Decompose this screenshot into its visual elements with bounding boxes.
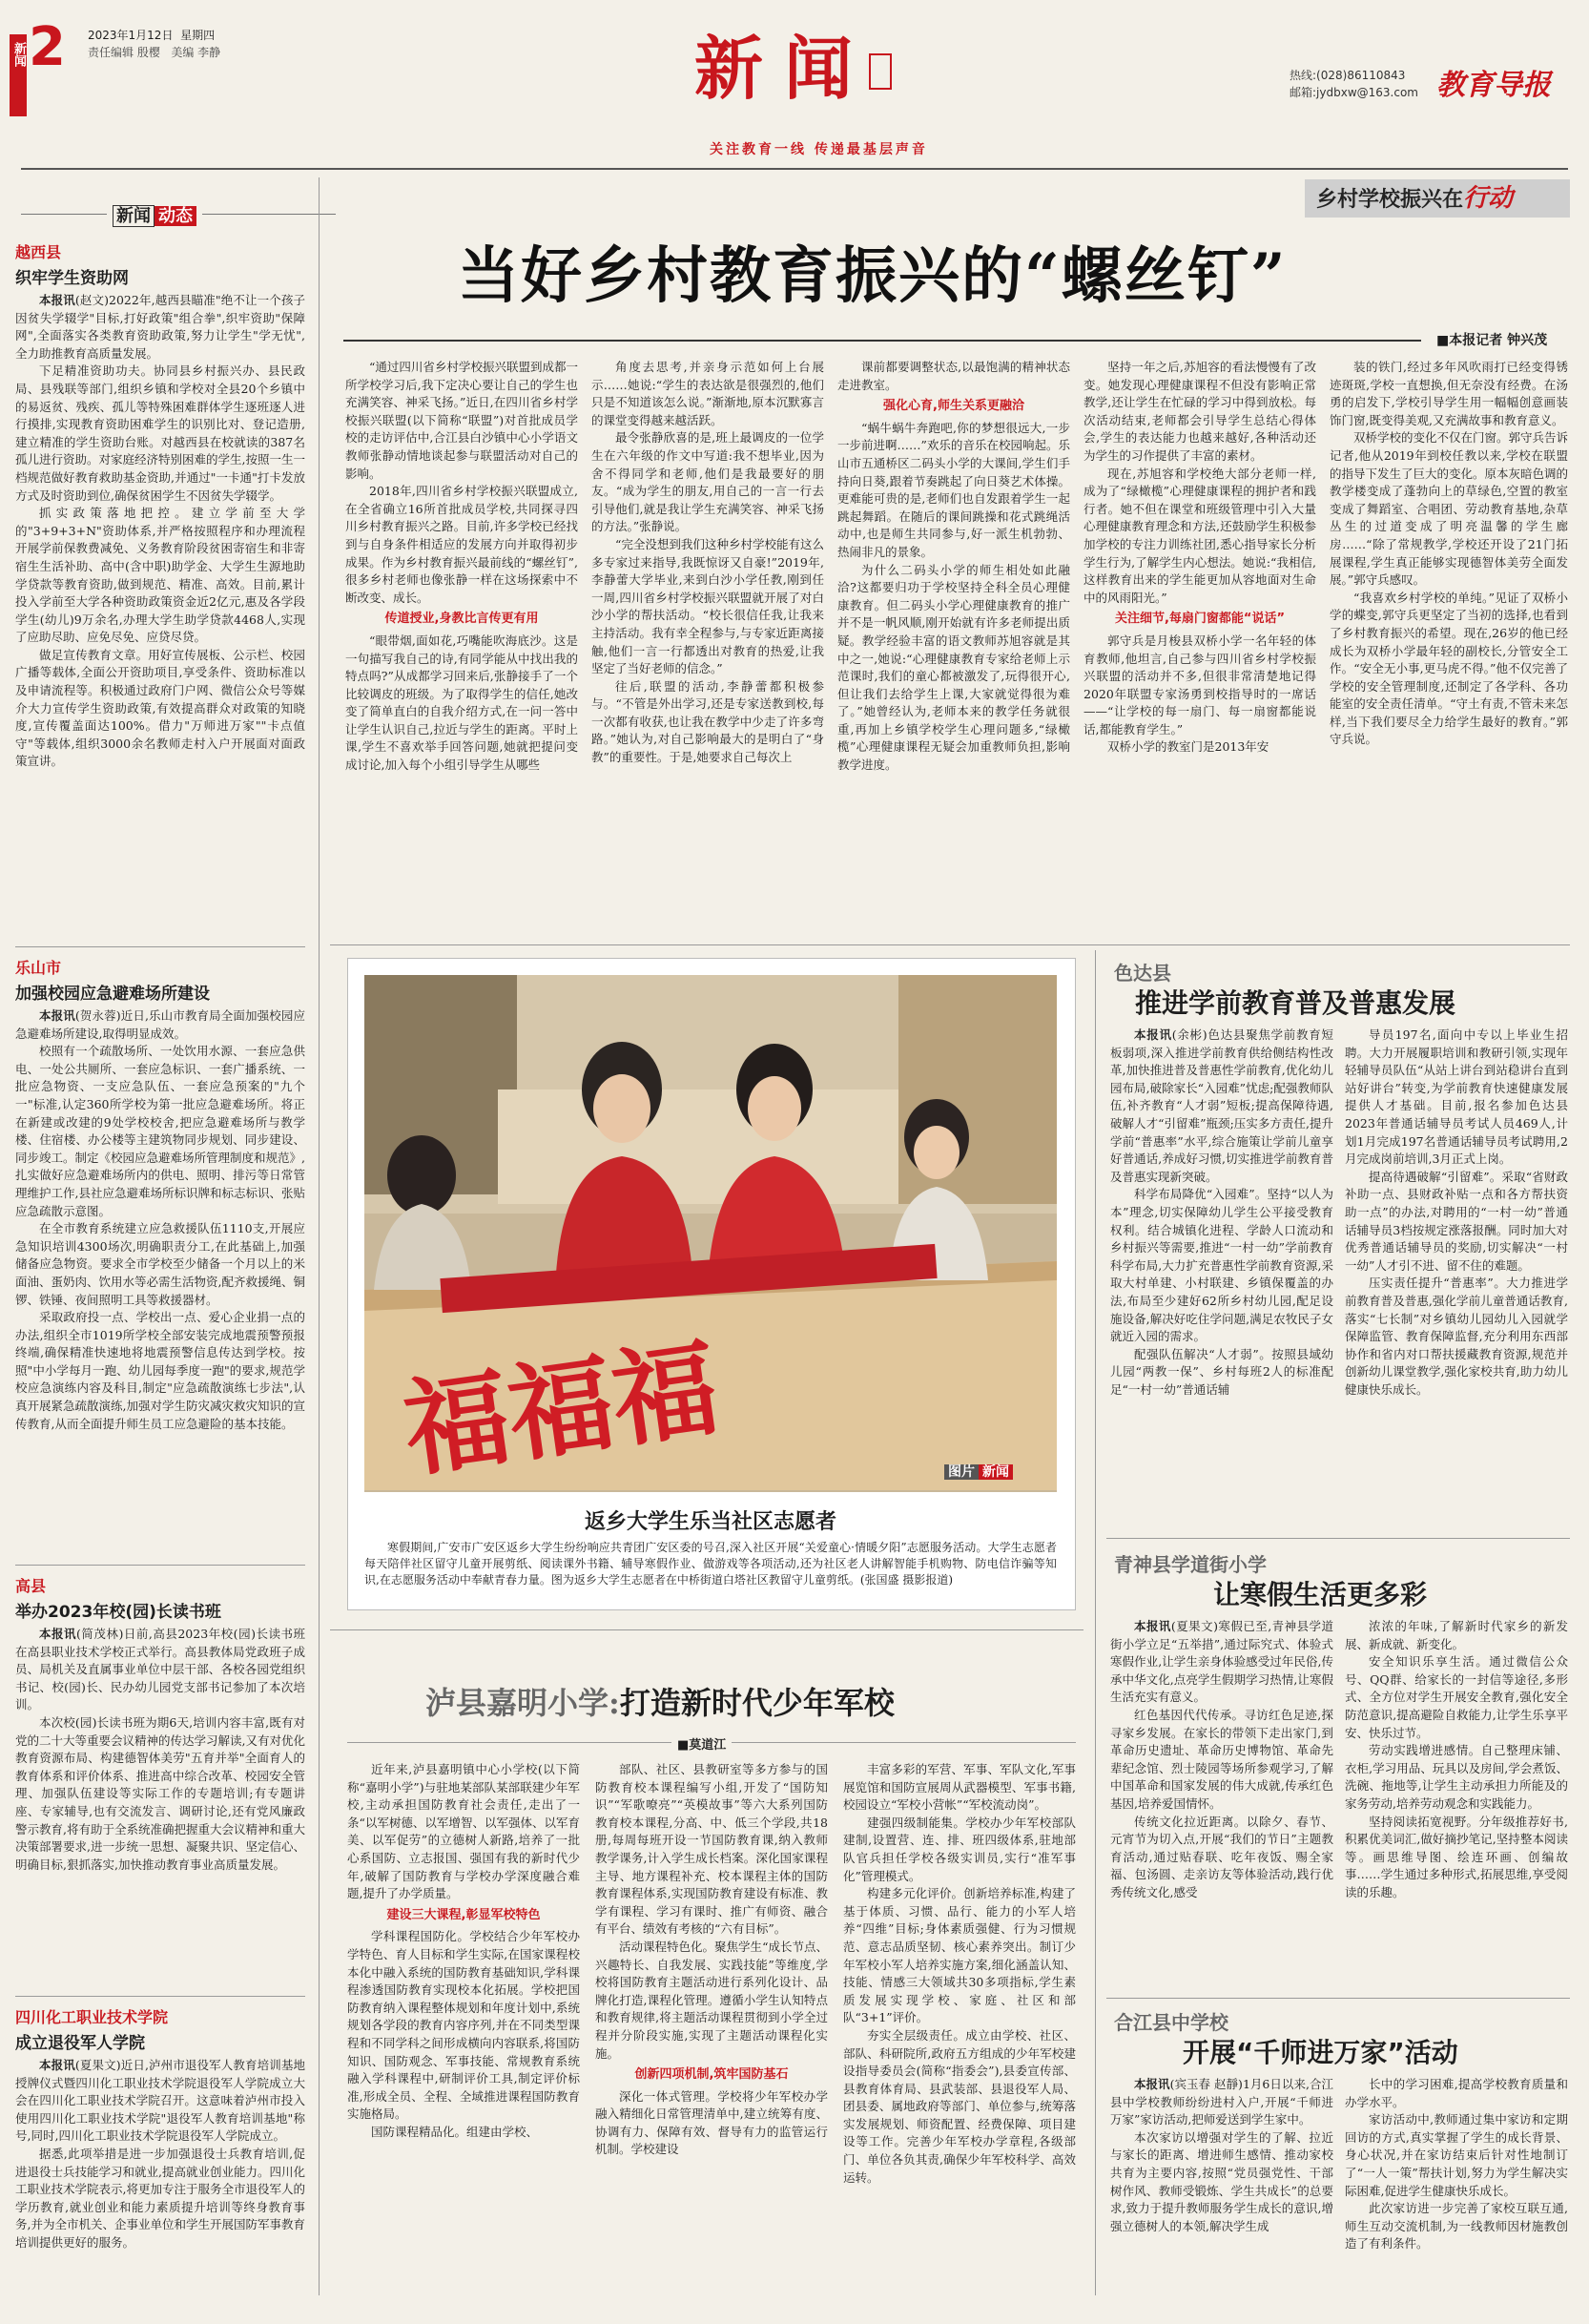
section-title: 新闻 [694,28,875,109]
side-tab-label: 新闻 [11,42,26,67]
lead-mark: 本报讯 [39,2058,75,2072]
paragraph: 寒假已至,青神县学道街小学立足“五举措”,通过际究式、体验式寒假作业,让学生亲身体验感受过年民俗,传承中华文化,点亮学生假期学习热情,让寒假生活充实有意义。 [1110,1619,1333,1705]
jiaming-title-rest: 打造新时代少年军校 [619,1685,895,1721]
left-story-3 [15,2005,305,2324]
paragraph: 采取政府投一点、学校出一点、爱心企业捐一点的办法,组织全市1019所学校全部安装完成地震预警预报终端,确保精准快速地将地震预警信息传达到学校。按照"中小学每月一跑、幼儿园每季度一跑"的要求,规范学校应急演练内容及科目,制定"应急疏散演练七步法",认真开展紧急疏散演练,加强对学生防灾减灾救灾知识的宣传教育,从而全面提升师生员工应急避险的基本技能。 [15,1310,305,1431]
paragraph: 装的铁门,经过多年风吹雨打已经变得锈迹斑斑,学校一直想换,但无奈没有经费。在汤勇的启发下,学校引导学生用一幅幅创意画装饰门窗,既变得美观,又充满故事和教育意义。 [1330,360,1568,427]
story-place: 乐山市 [15,959,62,977]
paragraph: 课前都要调整状态,以最饱满的精神状态走进教室。 [837,360,1070,392]
weekday-text: 星期四 [180,29,216,42]
paragraph: “通过四川省乡村学校振兴联盟到成都一所学校学习后,我下定决心要让自己的学生也充满笑容、神采飞扬。”近日,在四川省乡村学校振兴联盟(以下简称“联盟”)对首批成员学校的走访评估中,合江县白沙镇中心小学语文教师张静动情地谈起参与联盟活动对自己的影响。 [345,360,578,481]
paragraph: 本次家访以增强对学生的了解、拉近与家长的距离、增进师生感情、推动家校共育为主要内容,按照“党员强党性、干部树作风、教师受锻炼、学生共成长”的总要求,致力于提升教师服务学生成长的意识,增强立德树人的本领,解决学生成 [1110,2129,1333,2233]
banner [1305,179,1570,218]
paragraph: 2018年,四川省乡村学校振兴联盟成立,在全省确立16所首批成员学校,共同探寻四川乡村教育振兴之路。目前,许多学校已经找到与自身条件相适应的发展方向并取得初步成果。作为乡村教育振兴最前线的“螺丝钉”,很多乡村老师也像张静一样在这场探索中不断改变、成长。 [345,484,578,605]
phone-label: 热线: [1290,69,1317,82]
lead-mark: 本报讯 [39,1627,77,1641]
jiaming-title [425,1679,895,1723]
paragraph: 红色基因代代传承。寻访红色足迹,探寻家乡发展。在家长的带领下走出家门,到革命历史遗址、革命历史博物馆、革命先辈纪念馆、烈士陵园等场所参观学习,了解中国革命和国家发展的伟大成就,传承红色基因,培养爱国情怀。 [1110,1707,1333,1811]
byline: (赵文) [74,293,110,307]
paragraph: 日前,高县2023年校(园)长读书班在高县职业技术学校正式举行。高县教体局党政班子成员、局机关及直属事业单位中层干部、各校各园党组织书记、校(园)长、民办幼儿园党支部书记参加了本次培训。 [15,1627,305,1712]
paragraph: 抓实政策落地把控。建立学前至大学的"3+9+3+N"资助体系,并严格按照程序和办理流程开展学前保教费减免、义务教育阶段贫困寄宿生和非寄宿生生活补助、高中(含中职)助学金、大学生生源地助学贷款等教育资助,做到规范、精准、高效。目前,累计投入学前至大学各种资助政策资金近2亿元,惠及各学段学生(幼儿)9万余名,办理大学生助学贷款4468人,实现了应助尽助、应免尽免、应贷尽贷。 [15,506,305,645]
divider [15,1565,305,1566]
photo-caption-text: 寒假期间,广安市广安区返乡大学生纷纷响应共青团广安区委的号召,深入社区开展“关爱童心·情暖夕阳”志愿服务活动。大学生志愿者每天陪伴社区留守儿童开展剪纸、阅读课外书籍、辅导寒假作业、做游戏等各项活动,还为社区老人讲解智能手机购物、防电信诈骗等知识,在志愿服务活动中奉献青春力量。图为返乡大学生志愿者在中桥街道白塔社区教留守儿童剪纸。 [364,1541,1057,1587]
paragraph: 角度去思考,并亲身示范如何上台展示……她说:“学生的表达欲是很强烈的,他们只是不知道该怎么说。”渐渐地,原本沉默寡言的课堂变得越来越活跃。 [591,360,824,427]
paragraph: 长中的学习困难,提高学校教育质量和办学水平。 [1345,2077,1568,2109]
contact-info [1290,67,1418,101]
left-column-divider [319,177,320,2295]
lead-mark: 本报讯 [39,1008,75,1023]
story-place: 高县 [15,1577,47,1595]
divider [330,1629,1083,1630]
byline: (余彬) [1171,1027,1207,1042]
paragraph: 往后,联盟的活动,李静蕾都积极参与。“不管是外出学习,还是专家送教到校,每一次都有收获,也让我在教学中少走了许多弯路。”她认为,对自己影响最大的是明白了“身教”的重要性。于是,她要求自己每次上 [591,678,824,765]
seda-col-2 [1345,1027,1568,1532]
designer-name: 李静 [197,46,221,59]
paragraph: 建强四级制能集。学校办少年军校部队建制,设置营、连、排、班四级体系,驻地部队官兵担任学校各级实训员,实行“准军事化”管理模式。 [843,1815,1076,1883]
hejiang-col-2 [1345,2076,1568,2301]
paragraph: 此次家访进一步完善了家校互联互通,师生互动交流机制,为一线教师因材施教创造了有利条件。 [1345,2201,1568,2251]
photo-credit: (张国盛 摄影报道) [859,1573,954,1587]
paragraph: “眼带烟,面如花,巧嘴能吹海底沙。这是一句描写我自己的诗,有同学能从中找出我的特点吗?”从成都学习回来后,张静接手了一个比较调皮的班级。为了取得学生的信任,她改变了简单直白的自我介绍方式,在一问一答中让学生认识自己,拉近与学生的距离。平时上课,学生不喜欢举手回答问题,她就把提问变成讨论,加入每个小组引导学生从哪些 [345,633,578,773]
paragraph: 深化一体式管理。学校将少年军校办学融入精细化日常管理清单中,建立统筹有度、协调有力、保障有效、督导有力的监管运行机制。学校建设 [595,2088,828,2157]
main-headline: 当好乡村教育振兴的“螺丝钉” [458,240,1288,312]
paragraph: “我喜欢乡村学校的单纯。”见证了双桥小学的蝶变,郭守兵更坚定了当初的选择,也看到了乡村教育振兴的希望。现在,26岁的他已经成长为双桥小学最年轻的副校长,分管安全工作。“安全无小事,更马虎不得。”他不仅完善了学校的安全管理制度,还制定了各学科、各功能室的安全责任清单。“守土有责,不管未来怎样,当下我们要尽全力给学生最好的教育。”郭守兵说。 [1330,590,1568,747]
jiaming-title-place: 泸县嘉明小学: [425,1685,620,1721]
section-seal-icon [869,53,892,90]
divider [330,944,1570,945]
paragraph: 丰富多彩的军营、军事、军队文化,军事展览馆和国防宣展周从武器模型、军事书籍,校园设立“军校小营帐”“军校流动岗”。 [843,1762,1076,1813]
main-col-1 [345,359,578,931]
lead-mark: 本报讯 [39,293,75,307]
paper-name: 教育导报 [1436,69,1551,102]
date-text: 2023年1月12日 [88,29,174,42]
story-place: 越西县 [15,243,62,261]
paragraph: 配强队伍解决“人才弱”。按照县域幼儿园“两教一保”、乡村每班2人的标准配足“一村一幼”普通话辅 [1110,1346,1333,1397]
paragraph: 近日,乐山市教育局全面加强校园应急避难场所建设,取得明显成效。 [15,1008,305,1041]
paragraph: 最令张静欣喜的是,班上最调皮的一位学生在六年级的作文中写道:我不想毕业,因为舍不得同学和老师,他们是我最要好的朋友。“成为学生的朋友,用自己的一言一行去引导他们,就是我让学生充满笑容、神采飞扬的方法。”张静说。 [591,430,824,534]
masthead-rule [21,168,1568,170]
qingshen-col-1 [1110,1618,1333,1990]
photo-image [364,975,1057,1492]
paragraph: 安全知识乐享生活。通过微信公众号、QQ群、给家长的一封信等途径,多形式、全方位对学生开展安全教育,强化安全防范意识,提高避险自救能力,让学生乐享平安、快乐过节。 [1345,1654,1568,1740]
paragraph: 做足宣传教育文章。用好宣传展板、公示栏、校园广播等载体,全面公开资助项目,享受条件、资助标准以及申请流程等。积极通过政府门户网、微信公众号等媒介大力宣传学生资助政策,有效提高群众对政策的知晓度,宣传覆盖面达100%。借力"万师进万家""卡点值守"等载体,组织3000余名教师走村入户开展面对面政策宣讲。 [15,647,305,769]
seda-title: 推进学前教育普及普惠发展 [1135,987,1456,1019]
paragraph: 劳动实践增进感情。自己整理床铺、衣柜,学习用品、玩具以及房间,学会煮饭、洗碗、拖地等,让学生主动承担力所能及的家务劳动,培养劳动观念和实践能力。 [1345,1743,1568,1811]
qingshen-title: 让寒假生活更多彩 [1213,1579,1428,1610]
divider [1106,1998,1570,1999]
main-col-4 [1083,359,1316,931]
email-label: 邮箱: [1290,86,1317,99]
paragraph: 部队、社区、县教研室等多方参与的国防教育校本课程编写小组,开发了“国防知识”“军歌嘹亮”“英模故事”等六大系列国防教育校本课程,分高、中、低三个学段,共18册,每周每班开设一节国防教育课,纳入教师教学课务,计入学生成长档案。深化国家课程主导、地方课程补充、校本课程主体的国防教育课程体系,实现国防教育建设有标准、教学有课程、学习有课时、推广有师资、融合有平台、绩效有考核的“六有目标”。 [595,1762,828,1937]
hejiang-title: 开展“千师进万家”活动 [1183,2037,1458,2068]
paragraph: 1月6日以来,合江县中学校教师纷纷进村入户,开展“千师进万家”家访活动,把师爱送到学生家中。 [1110,2077,1333,2127]
divider [15,1996,305,1997]
paragraph: 双桥小学的教室门是2013年安 [1107,739,1269,755]
paragraph: 坚持阅读拓宽视野。分年级推荐好书,积累优美词汇,做好摘抄笔记,坚持整本阅读等。画思维导图、绘连环画、创编故事……学生通过多种形式,拓展思维,享受阅读的乐趣。 [1345,1814,1568,1899]
subheading: 建设三大课程,彰显军校特色 [386,1907,541,1922]
photo-tag-a: 图片 [944,1464,979,1480]
editor-credits [88,46,220,59]
slogan: 关注教育一线 传递最基层声音 [710,142,928,157]
paragraph: 家访活动中,教师通过集中家访和定期回访的方式,真实掌握了学生的成长背景、身心状况,并在家访结束后针对性地制订了“一人一策”帮扶计划,努力为学生解决实际困难,促进学生健康快乐成长。 [1345,2112,1568,2198]
hejiang-col-1 [1110,2076,1333,2301]
qingshen-col-2 [1345,1618,1568,1990]
headline-rule [343,340,1421,342]
editor-label: 责任编辑 [88,46,134,59]
paragraph: “蜗牛蜗牛奔跑吧,你的梦想很远大,一步一步前进啊……”欢乐的音乐在校园响起。乐山市五通桥区二码头小学的大课间,学生们手持向日葵,跟着节奏跳起了向日葵艺术体操。更难能可贵的是,老师们也自发跟着学生一起跳起舞蹈。在随后的课间跳操和花式跳绳活动中,也是师生共同参与,好一派生机勃勃、热闹非凡的景象。 [837,420,1070,559]
paragraph: 夯实全层级责任。成立由学校、社区、部队、科研院所,政府五方组成的少年军校建设指导委员会(简称“指委会”),县委宣传部、县教育体育局、县武装部、县退役军人局、团县委、属地政府等部门、单位参与,统筹落实发展规划、师资配置、经费保障、项目建设等工作。完善少年军校办学章程,各级部门、单位各负其责,确保少年军校科学、高效运转。 [843,2027,1076,2185]
paragraph: 科学布局降优“入园难”。坚持“以人为本”理念,切实保障幼儿学生公平接受教育权利。结合城镇化进程、学龄人口流动和乡村振兴等需要,推进“一村一幼”学前教育科学布局,大力扩充普惠性学前教育资源,采取大村单建、小村联建、乡镇保覆盖的办法,布局至少建好62所乡村幼儿园,配足设施设备,解决好吃住学问题,满足农牧民子女就近入园的需求。 [1110,1187,1333,1344]
paragraph: 据悉,此项举措是进一步加强退役士兵教育培训,促进退役士兵技能学习和就业,提高就业创业能力。四川化工职业技术学院表示,将更加专注于服务全市退役军人的学历教育,就业创业和能力素质提升培训等终身教育事务,并为全市机关、企事业单位和学生开展国防军事教育培训提供更好的服务。 [15,2146,305,2250]
subheading: 传道授业,身教比言传更有用 [384,612,539,627]
paragraph: 2022年,越西县瞄准"绝不让一个孩子因贫失学辍学"目标,打好政策"组合拳",织牢资助"保障网",全面落实各类教育资助政策,努力让学生"学无忧",全力助推教育高质量发展。 [15,293,305,361]
byline: (夏果文) [1170,1619,1218,1633]
column-header-suffix: 动态 [155,206,196,226]
paragraph: 为什么二码头小学的师生相处如此融洽?这都要归功于学校坚持全科全员心理健康教育。但二码头小学心理健康教育的推广并不是一帆风顺,刚开始就有许多老师提出质疑。教学经验丰富的语文教师苏旭容就是其中之一,她说:“心理健康教育专家给老师上示范课时,我们的童心都被激发了,玩得很开心,但让我们去给学生上课,大家就觉得很为难了。”她曾经认为,老师本来的教学任务就很重,再加上乡镇学校学生心理问题多,“绿橄榄”心理健康课程无疑会加重教师负担,影响教学进度。 [837,562,1070,773]
byline: (贺永蓉) [74,1008,121,1023]
banner-emphasis: 行动 [1463,184,1514,213]
photo-tag [944,1462,1013,1481]
left-story-1 [15,956,305,1561]
main-col-5 [1330,359,1568,931]
banner-text: 乡村学校振兴在 [1316,188,1464,212]
byline: (夏果文) [74,2058,121,2072]
story-title: 成立退役军人学院 [15,2034,145,2053]
subheading: 创新四项机制,筑牢国防基石 [634,2067,789,2083]
subheading: 强化心育,师生关系更融洽 [883,399,1024,414]
story-title: 织牢学生资助网 [15,269,129,288]
story-place: 四川化工职业技术学院 [15,2008,169,2026]
paragraph: “完全没想到我们这种乡村学校能有这么多专家过来指导,我既惊讶又自豪!”2019年,李静蕾大学毕业,来到白沙小学任教,刚到任一周,四川省乡村学校振兴联盟就开展了对白沙小学的帮扶活动。“校长很信任我,让我来主持活动。我有幸全程参与,与专家近距离接触,他们一言一行都透出对教育的热爱,让我坚定了当好老师的信念。” [591,536,824,676]
left-story-0 [15,240,305,941]
main-byline: ■本报记者 钟兴茂 [1436,333,1548,348]
photo-caption-title: 返乡大学生乐当社区志愿者 [584,1509,836,1534]
lead-mark: 本报讯 [1134,1619,1171,1633]
story-title: 加强校园应急避难场所建设 [15,985,210,1004]
paragraph: 提高待遇破解“引留难”。采取“省财政补助一点、县财政补贴一点和各方帮扶资助一点”的办法,对聘用的“一村一幼”普通话辅导员3档按规定涨落报酬。同时加大对优秀普通话辅导员的奖励,切实解决“一村一幼”人才引不进、留不住的难题。 [1345,1169,1568,1273]
phone-number: (028)86110843 [1316,69,1406,82]
divider [15,946,305,947]
editor-name: 殷樱 [136,46,160,59]
subheading: 关注细节,每扇门窗都能“说话” [1114,612,1286,627]
paragraph: 双桥学校的变化不仅在门窗。郭守兵告诉记者,他从2019年到校任教以来,学校在联盟的指导下发生了巨大的变化。原本灰暗色调的教学楼变成了蓬勃向上的草绿色,空置的教室变成了舞蹈室、合唱团、劳动教育基地,杂草丛生的过道变成了明亮温馨的学生廊房……“除了常规教学,学校还开设了21门拓展课程,学生真正能够实现德智体美劳全面发展。”郭守兵感叹。 [1330,430,1568,588]
paragraph: 校照有一个疏散场所、一处饮用水源、一套应急供电、一处公共厕所、一套应急标识、一套广播系统、一批应急物资、一支应急队伍、一套应急预案的"九个一"标准,认定360所学校为第一批应急避难场所。将正在新建或改建的9处学校校舍,把应急避难场所与教学楼、住宿楼、办公楼等主建筑物同步规划、同步建设、同步竣工。制定《校园应急避难场所管理制度和规范》,扎实做好应急避难场所内的供电、照明、排污等日常管理维护工作,县社应急避难场所标识牌和标志标识、张贴应急疏散示意图。 [15,1044,305,1218]
paragraph: 构建多元化评价。创新培养标准,构建了基于体质、习惯、品行、能力的小军人培养“四维”目标;身体素质强健、行为习惯规范、意志品质坚韧、核心素养突出。制订少年军校小军人培养实施方案,细化涵盖认知、技能、情感三大领域共30多项指标,学生素质发展实现学校、家庭、社区和部队“3+1”评价。 [843,1886,1076,2025]
byline: (宾玉春 赵靜) [1169,2077,1243,2091]
paragraph: 学科课程国防化。学校结合少年军校办学特色、育人目标和学生实际,在国家课程校本化中融入系统的国防教育基础知识,学科课程渗透国防教育实现校本化拓展。学校把国防教育纳入课程整体规划和年度计划中,系统规划各学段的教育内容序列,并在不同类型课程和不同学科之间形成横向内容联系,将国防知识、国防观念、军事技能、常规教育系统融入学科课程中,研制评价工具,制定评价标准,形成全员、全程、全域推进课程国防教育实施格局。 [347,1929,580,2122]
paragraph: 活动课程特色化。聚焦学生“成长节点、兴趣特长、自我发展、实践技能”等维度,学校将国防教育主题活动进行系列化设计、品牌化打造,课程化管理。遵循小学生认知特点和教育规律,将主题活动课程贯彻到小学全过程并分阶段实施,实现了主题活动课程化实施。 [595,1939,828,2061]
qingshen-place: 青神县学道街小学 [1114,1553,1267,1576]
paragraph: 现在,苏旭容和学校绝大部分老师一样,成为了“绿橄榄”心理健康课程的拥护者和践行者。她不但在课堂和班级管理中引入大量心理健康教育理念和方法,还鼓励学生积极参加学校的专注力训练社团,悉心指导家长分析学生行为,了解学生内心想法。她说:“我相信,这样教育出来的学生能更加从容地面对生命中的风雨阳光。” [1083,466,1316,605]
paragraph: 近日,泸州市退役军人教育培训基地授牌仪式暨四川化工职业技术学院退役军人学院成立大会在四川化工职业技术学院召开。这意味着泸州市投入使用四川化工职业技术学院"退役军人教育培训基地"称号,同时,四川化工职业技术学院退役军人学院成立。 [15,2058,305,2144]
story-title: 举办2023年校(园)长读书班 [15,1603,221,1622]
paragraph: 传统文化拉近距离。以除夕、春节、元宵节为切入点,开展“我们的节日”主题教育活动,通过贴春联、吃年夜饭、赐全家福、包汤圆、走亲访友等体验活动,践行优秀传统文化,感受 [1110,1814,1333,1899]
photo-illustration [364,975,1057,1492]
seda-place: 色达县 [1114,962,1171,985]
paragraph: 国防课程精品化。组建由学校、 [371,2124,539,2139]
paragraph: 在全市教育系统建立应急救援队伍1110支,开展应急知识培训4300场次,明确职责分工,在此基础上,加强储备应急物资。要求全市学校至少储备一个月以上的米面油、蛋奶肉、饮用水等必需生活物资,配齐救援绳、铜锣、铁锤、夜间照明工具等救援器材。 [15,1221,305,1307]
left-story-2 [15,1574,305,1998]
email-address: jydbxw@163.com [1316,86,1418,99]
paragraph: 压实责任提升“普惠率”。大力推进学前教育普及普惠,强化学前儿童普通话教育,落实“七长制”对乡镇幼儿园幼儿入园就学保障监管、教育保障监督,充分利用东西部协作和省内对口帮扶援藏教育资源,规范并创新幼儿课堂教学,强化家校共育,助力幼儿健康快乐成长。 [1345,1276,1568,1397]
issue-date [88,29,215,42]
main-col-2 [591,359,824,931]
designer-label: 美编 [171,46,195,59]
paragraph: 坚持一年之后,苏旭容的看法慢慢有了改变。她发现心理健康课程不但没有影响正常教学,还让学生在忙碌的学习中得到放松。每次活动结束,老师都会引导学生总结心得体会,学生的表达能力也越来越好,各种活动还为学生的习作提供了丰富的素材。 [1083,360,1316,463]
paragraph: 浓浓的年味,了解新时代家乡的新发展、新成就、新变化。 [1345,1619,1568,1651]
column-header [21,202,336,227]
lead-mark: 本报讯 [1134,1027,1172,1042]
main-col-3 [837,359,1070,931]
paragraph: 色达县聚焦学前教育短板弱项,深入推进学前教育供给侧结构性改革,加快推进普及普惠性学前教育,优化幼儿园布局,破除家长“入园难”忧虑;配强教师队伍,补齐教育“人才弱”短板;提高保障待遇,破解人才“引留难”瓶颈;压实多方责任,提升学前“普惠率”水平,综合施策让学前儿童享好普通话,养成好习惯,切实推进学前教育普及普惠实现新突破。 [1110,1027,1333,1184]
lead-mark: 本报讯 [1134,2077,1170,2091]
jiaming-col-2 [595,1761,828,2305]
paragraph: 郭守兵是月梭县双桥小学一名年轻的体育教师,他坦言,自己参与四川省乡村学校振兴联盟的活动并不多,但很非常清楚地记得2020年联盟专家汤勇到校指导时的一席话——“让学校的每一扇门、每一扇窗都能说话,都能教育学生。” [1083,633,1316,737]
jiaming-col-3 [843,1761,1076,2305]
column-header-prefix: 新闻 [113,205,155,227]
jiaming-byline: ■莫道江 [671,1734,732,1753]
paragraph: 导员197名,面向中专以上毕业生招聘。大力开展履职培训和教研引领,实现年轻辅导员队伍“从站上讲台到站稳讲台直到站好讲台”转变,为学前教育快速健康发展提供人才基础。目前,报名参加色达县2023年普通话辅导员考试人员469人,计划1月完成197名普通话辅导员考试聘用,2月完成岗前培训,3月正式上岗。 [1345,1027,1568,1167]
byline: (简茂林) [76,1627,124,1641]
page-number: 2 [29,16,66,78]
hejiang-place: 合江县中学校 [1114,2011,1228,2034]
paragraph: 近年来,泸县嘉明镇中心小学校(以下简称“嘉明小学”)与驻地某部队某部联建少年军校,主动承担国防教育社会责任,走出了一条“以军树德、以军增智、以军强体、以军育美、以军促劳”的立德树人新路,培养了一批心系国防、立志报国、强国有我的新时代少年,破解了国防教育与学校办学深度融合难题,提升了办学质量。 [347,1762,580,1901]
photo-caption [364,1540,1057,1607]
paper-cut-characters: 福福福 [396,1325,726,1492]
paragraph: 下足精准资助功夫。协同县乡村振兴办、县民政局、县残联等部门,组织乡镇和学校对全县20个乡镇中的易返贫、残疾、孤儿等特殊困难群体学生逐班逐人进行摸排,实现教育资助困难学生的识别比对、登记造册,建立精准的学生资助台账。对越西县在校就读的387名孤儿进行资助。对家庭经济特别困难的学生,按照一生一档规范做好教育救助基金资助,并通过"一卡通"打卡发放方式及时资助到位,确保贫困学生不因贫失学辍学。 [15,363,305,503]
divider [1106,1538,1570,1539]
paragraph: 本次校(园)长读书班为期6天,培训内容丰富,既有对党的二十大等重要会议精神的传达学习解读,又有对优化教育资源布局、构建德智体美劳"五育并举"全面育人的教育体系和评价体系、推进高中综合改革、校园安全管理、加强队伍建设等实际工作的专题培训;有专题讲座、专家辅导,也有交流发言、调研讨论,还有党风廉政警示教育,将有助于全系统准确把握重大会议精神和重大决策部署要求,进一步统一思想、凝聚共识、坚定信心、明确目标,狠抓落实,加快推动教育事业高质量发展。 [15,1714,305,1872]
photo-tag-b: 新闻 [979,1464,1013,1480]
photo-right-divider [1095,950,1096,2295]
seda-col-1 [1110,1027,1333,1532]
jiaming-col-1 [347,1761,580,2305]
